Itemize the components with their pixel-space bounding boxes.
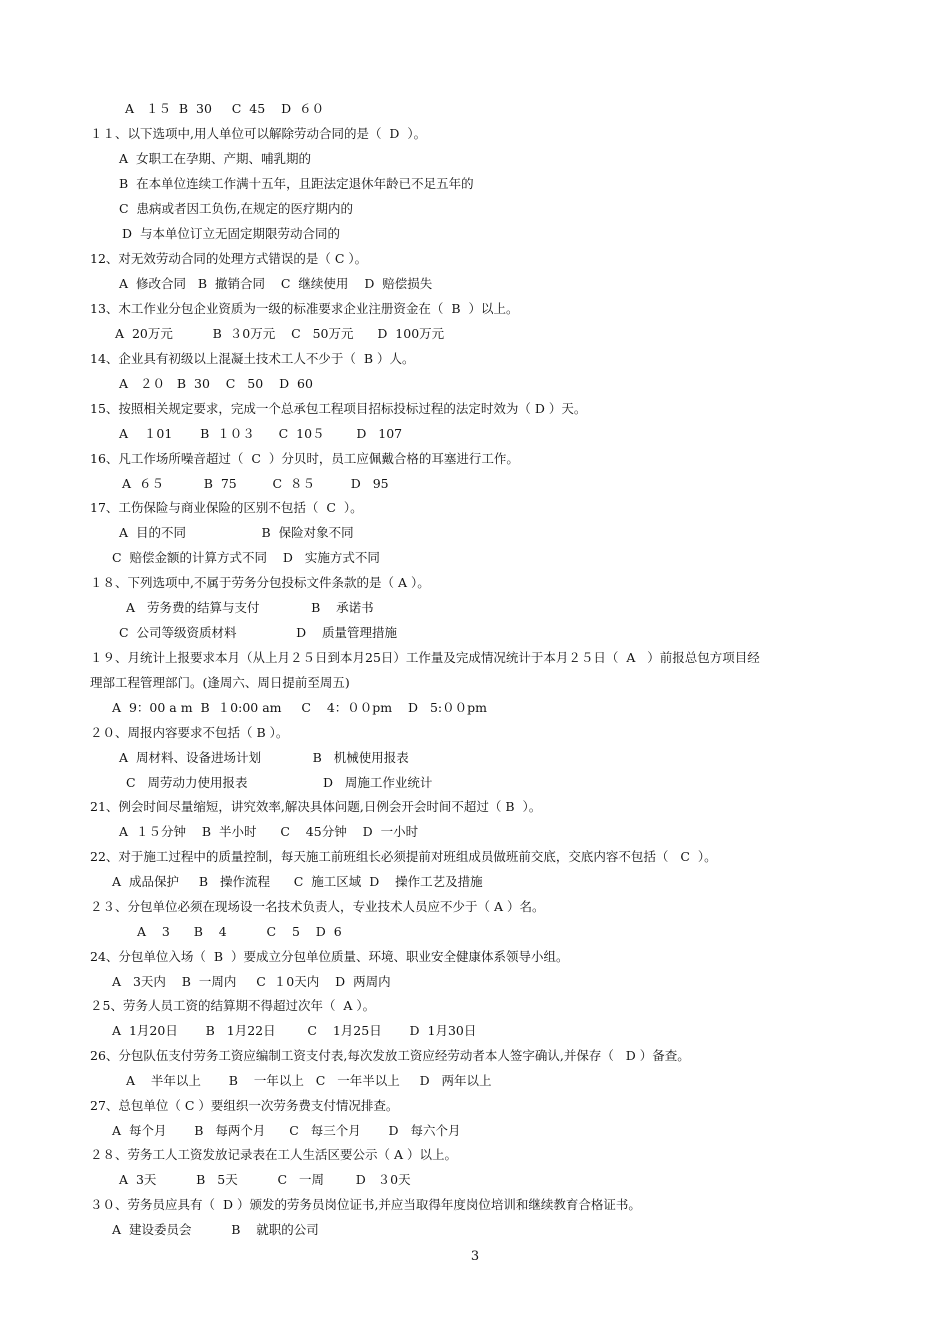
line-34: 24、分包单位入场（ B ）要成立分包单位质量、环境、职业安全健康体系领导小组。 [90, 949, 569, 964]
line-17: A 目的不同 B 保险对象不同 [119, 525, 354, 540]
line-39: A 半年以上 B 一年以上 C 一年半以上 D 两年以上 [126, 1073, 492, 1088]
line-18: C 赔偿金额的计算方式不同 D 实施方式不同 [112, 550, 380, 565]
line-40: 27、总包单位（ C ）要组织一次劳务费支付情况排查。 [90, 1098, 399, 1113]
line-10: 14、企业具有初级以上混凝土技术工人不少于（ B ）人。 [90, 351, 415, 366]
page-number: 3 [470, 1249, 480, 1264]
line-32: ２３、分包单位必须在现场设一名技术负责人，专业技术人员应不少于（ A ）名。 [90, 899, 545, 914]
line-27: C 周劳动力使用报表 D 周施工作业统计 [126, 775, 433, 790]
line-23: 理部工程管理部门。(逢周六、周日提前至周五) [90, 675, 350, 690]
line-5: D 与本单位订立无固定期限劳动合同的 [122, 226, 340, 241]
line-33: A 3 B 4 C 5 D 6 [137, 924, 342, 939]
line-22: １９、月统计上报要求本月（从上月２５日到本月25日）工作量及完成情况统计于本月２５日（ A ）前报总包方项目经 [90, 650, 760, 665]
line-3: B 在本单位连续工作满十五年，且距法定退休年龄已不足五年的 [119, 176, 474, 191]
line-1: １１、以下选项中,用人单位可以解除劳动合同的是（ D ）。 [90, 126, 427, 141]
line-6: 12、对无效劳动合同的处理方式错误的是（ C ）。 [90, 251, 368, 266]
line-45: A 建设委员会 B 就职的公司 [112, 1222, 319, 1237]
line-35: A 3天内 B 一周内 C １0天内 D 两周内 [112, 974, 391, 989]
line-13: A １01 B １０３ C 10５ D 107 [119, 426, 403, 441]
line-4: C 患病或者因工负伤,在规定的医疗期内的 [119, 201, 353, 216]
line-8: 13、木工作业分包企业资质为一级的标准要求企业注册资金在（ B ）以上。 [90, 301, 519, 316]
line-7: A 修改合同 B 撤销合同 C 继续使用 D 赔偿损失 [119, 276, 433, 291]
line-42: ２８、劳务工人工资发放记录表在工人生活区要公示（ A ）以上。 [90, 1147, 457, 1162]
line-11: A ２０ B 30 C 50 D 60 [119, 376, 313, 391]
line-31: A 成品保护 B 操作流程 C 施工区域 D 操作工艺及措施 [112, 874, 483, 889]
line-0: A １５ B 30 C 45 D ６０ [125, 101, 325, 116]
line-12: 15、按照相关规定要求，完成一个总承包工程项目招标投标过程的法定时效为（ D ）天。 [90, 401, 587, 416]
line-43: A 3天 B 5天 C 一周 D ３0天 [119, 1172, 411, 1187]
line-28: 21、例会时间尽量缩短，讲究效率,解决具体问题,日例会开会时间不超过（ B ）。 [90, 799, 542, 814]
line-15: A ６５ B 75 C ８５ D 95 [122, 476, 389, 491]
line-24: A 9：00 a m B １0:00 am C 4：００pm D 5:００pm [112, 700, 488, 715]
line-29: A １５分钟 B 半小时 C 45分钟 D 一小时 [119, 824, 419, 839]
line-30: 22、对于施工过程中的质量控制，每天施工前班组长必须提前对班组成员做班前交底，交底内容不包括（ C ）。 [90, 849, 717, 864]
line-9: A 20万元 B ３0万元 C 50万元 D 100万元 [115, 326, 445, 341]
line-20: A 劳务费的结算与支付 B 承诺书 [126, 600, 374, 615]
line-41: A 每个月 B 每两个月 C 每三个月 D 每六个月 [112, 1123, 461, 1138]
line-38: 26、分包队伍支付劳务工资应编制工资支付表,每次发放工资应经劳动者本人签字确认,并保存（ D ）备查。 [90, 1048, 690, 1063]
line-25: ２０、周报内容要求不包括（ B ）。 [90, 725, 289, 740]
line-14: 16、凡工作场所噪音超过（ C ）分贝时，员工应佩戴合格的耳塞进行工作。 [90, 451, 519, 466]
line-21: C 公司等级资质材料 D 质量管理措施 [119, 625, 398, 640]
line-26: A 周材料、设备进场计划 B 机械使用报表 [119, 750, 409, 765]
line-36: ２5、劳务人员工资的结算期不得超过次年（ A ）。 [90, 998, 376, 1013]
line-2: A 女职工在孕期、产期、哺乳期的 [119, 151, 311, 166]
line-37: A 1月20日 B 1月22日 C 1月25日 D 1月30日 [112, 1023, 477, 1038]
line-16: 17、工伤保险与商业保险的区别不包括（ C ）。 [90, 500, 363, 515]
line-19: １８、下列选项中,不属于劳务分包投标文件条款的是（ A ）。 [90, 575, 430, 590]
line-44: ３０、劳务员应具有（ D ）颁发的劳务员岗位证书,并应当取得年度岗位培训和继续教育合格证书。 [90, 1197, 641, 1212]
